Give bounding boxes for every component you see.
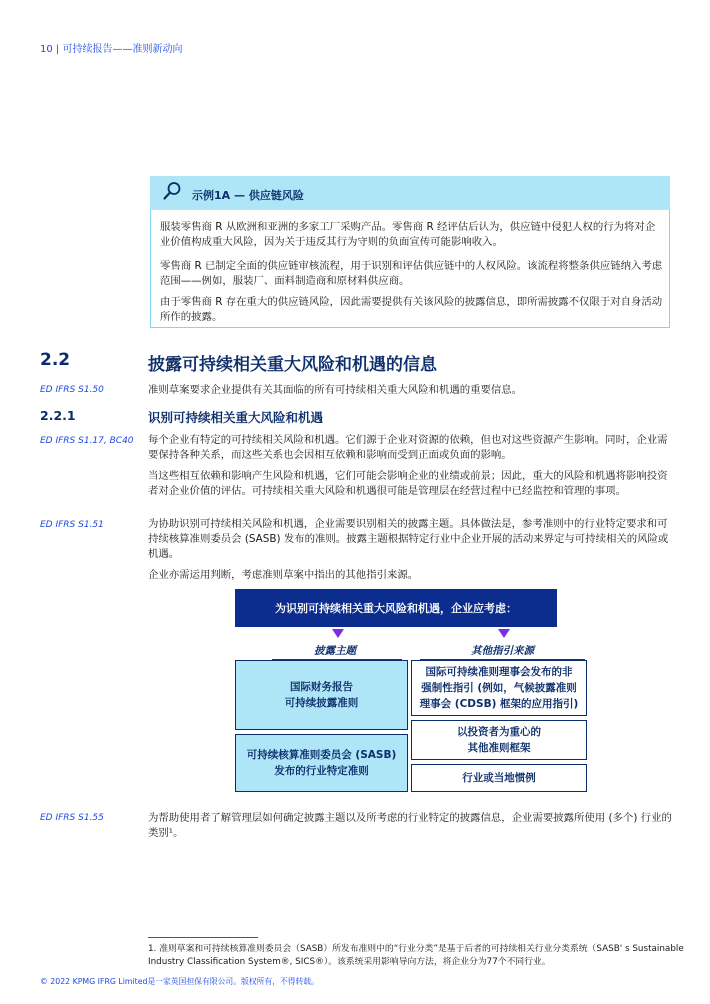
footnote-divider (148, 937, 258, 938)
subsection-number: 2.2.1 (40, 408, 76, 423)
page-number: 10 (40, 44, 53, 55)
arrow-down-icon-left (332, 629, 344, 638)
arrow-down-icon-right (498, 629, 510, 638)
paragraph-body-1: 每个企业有特定的可持续相关风险和机遇。它们源于企业对资源的依赖，但也对这些资源产生影响。同时，企业需要保持各种关系，而这些关系也会因相互依赖和影响而受到正面或负面的影响。 (148, 434, 668, 461)
paragraph-body-3: 为协助识别可持续相关风险和机遇，企业需要识别相关的披露主题。具体做法是，参考准则中的行业特定要求和可持续核算准则委员会 (SASB) 发布的准则。披露主题根据特定行业中企业开展的活动来界定与可持续相关的风险或机遇。 (148, 518, 669, 560)
diagram-box-nonmandatory-guidance: 国际可持续准则理事会发布的非 强制性指引 (例如，气候披露准则 理事会 (CDSB) 框架的应用指引) (411, 660, 587, 716)
section-title: 披露可持续相关重大风险和机遇的信息 (148, 355, 437, 375)
diagram-box-investor-frameworks: 以投资者为重心的 其他准则框架 (411, 720, 587, 760)
example-title: 示例1A — 供应链风险 (192, 189, 304, 202)
reference-body-3: ED IFRS S1.51 (40, 520, 104, 530)
example-paragraph-2: 零售商 R 已制定全面的供应链审核流程，用于识别和评估供应链中的人权风险。该流程将整条供应链纳入考虑范围——例如，服装厂、面料制造商和原材料供应商。 (160, 260, 663, 287)
reference-intro: ED IFRS S1.50 (40, 385, 104, 395)
copyright: © 2022 KPMG IFRG Limited是一家英国担保有限公司。版权所有，不得转载。 (40, 977, 319, 986)
diagram-box-sasb-standards: 可持续核算准则委员会 (SASB) 发布的行业特定准则 (235, 734, 408, 792)
reference-closing: ED IFRS S1.55 (40, 813, 104, 823)
diagram-box-ifrs-standards: 国际财务报告 可持续披露准则 (235, 660, 408, 730)
paragraph-closing: 为帮助使用者了解管理层如何确定披露主题以及所考虑的行业特定的披露信息，企业需要披露所使用 (多个) 行业的类别¹。 (148, 812, 672, 839)
section-number: 2.2 (40, 350, 71, 370)
diagram-label-left: 披露主题 (314, 645, 356, 657)
magnifier-icon (162, 181, 182, 201)
diagram-label-right: 其他指引来源 (471, 645, 534, 657)
example-paragraph-3: 由于零售商 R 存在重大的供应链风险，因此需要提供有关该风险的披露信息，即所需披露不仅限于对自身活动所作的披露。 (160, 296, 663, 323)
header-title: 可持续报告——准则新动向 (62, 44, 183, 55)
reference-body-1: ED IFRS S1.17, BC40 (40, 436, 134, 446)
page-header (40, 40, 182, 55)
header-separator: | (55, 44, 63, 55)
paragraph-body-2: 当这些相互依赖和影响产生风险和机遇，它们可能会影响企业的业绩或前景；因此，重大的风险和机遇将影响投资者对企业价值的评估。可持续相关重大风险和机遇很可能是管理层在经营过程中已经监控和管理的事项。 (148, 470, 668, 497)
diagram-box-industry-practice: 行业或当地惯例 (411, 764, 587, 792)
footnote: 1. 准则草案和可持续核算准则委员会（SASB）所发布准则中的“行业分类”是基于后者的可持续相关行业分类系统（SASB' s Sustainable Industry Classification System®, SICS®）。该系统采用影响导向方法，将企业分为77个不同行业。 (148, 944, 684, 967)
diagram-top-box: 为识别可持续相关重大风险和机遇，企业应考虑： (235, 589, 557, 627)
paragraph-body-4: 企业亦需运用判断，考虑准则草案中指出的其他指引来源。 (148, 569, 419, 581)
example-paragraph-1: 服装零售商 R 从欧洲和亚洲的多家工厂采购产品。零售商 R 经评估后认为，供应链中侵犯人权的行为将对企业价值构成重大风险，因为关于违反其行为守则的负面宣传可能影响收入。 (160, 221, 656, 248)
paragraph-intro: 准则草案要求企业提供有关其面临的所有可持续相关重大风险和机遇的重要信息。 (148, 384, 523, 396)
subsection-title: 识别可持续相关重大风险和机遇 (148, 410, 324, 425)
